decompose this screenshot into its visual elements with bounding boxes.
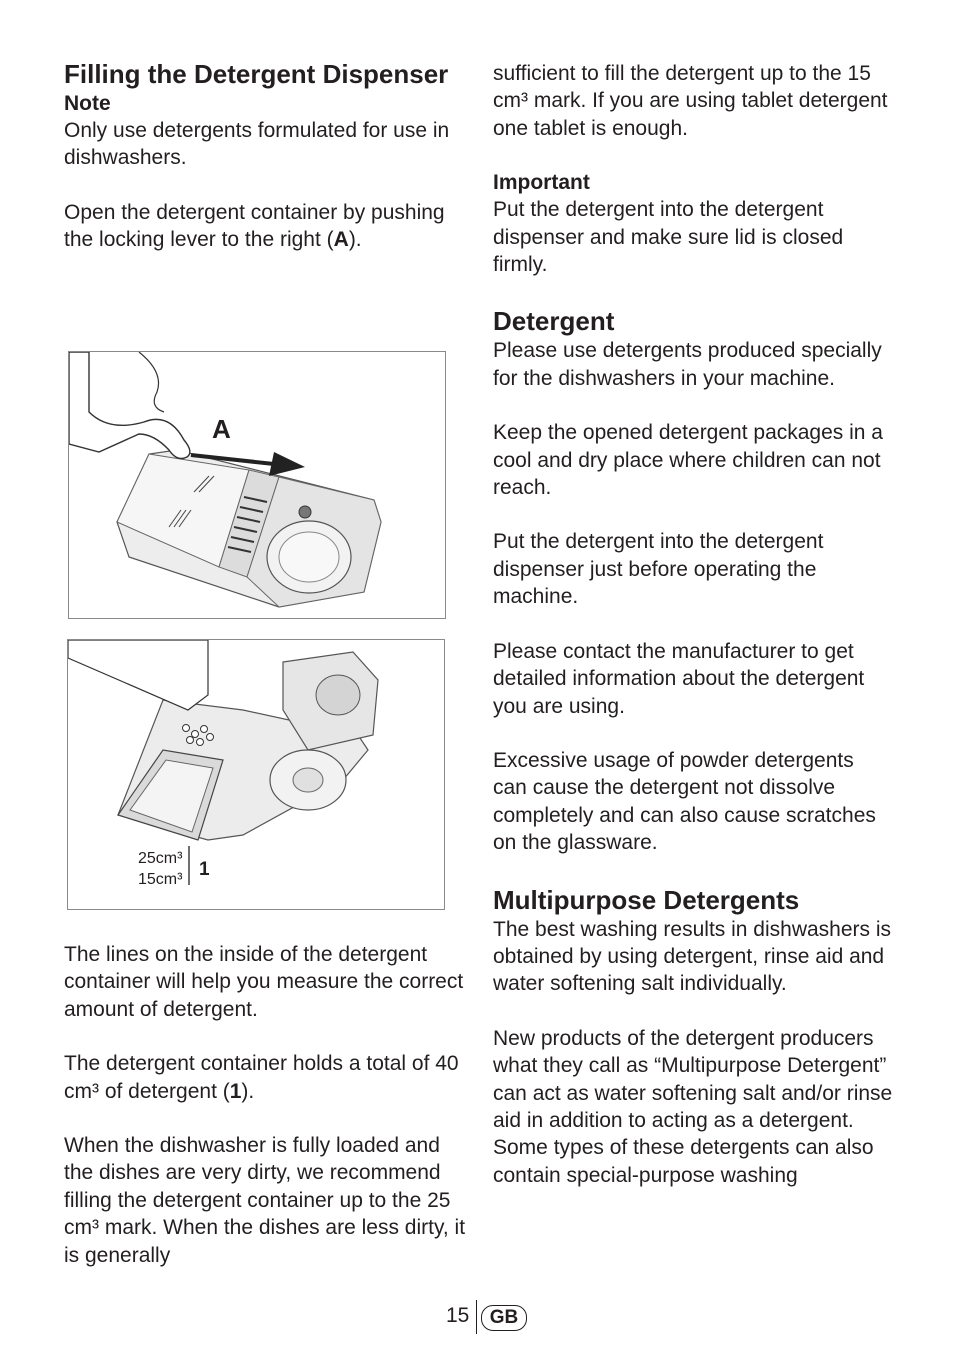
detergent-paragraph-2: Keep the opened detergent packages in a cool and dry place where children can not reach.	[493, 421, 883, 500]
multi-paragraph-2: New products of the detergent producers what they call as “Multipurpose Detergent” can act as water softening salt and/or rinse aid in addition to acting as a detergent. Some types of these detergents can also contain special-purpose washing	[493, 1026, 893, 1187]
holds-paragraph: The detergent container holds a total of 40 cm³ of detergent (1).	[64, 1052, 459, 1103]
open-instruction: Open the detergent container by pushing the locking lever to the right (A).	[64, 200, 445, 252]
detergent-paragraph-4: Please contact the manufacturer to get detailed information about the detergent you are using.	[493, 639, 865, 718]
right-column	[493, 60, 893, 1189]
detergent-paragraph-3: Put the detergent into the detergent dispenser just before operating the machine.	[493, 530, 824, 609]
note-text: Only use detergents formulated for use in dishwashers.	[64, 119, 450, 170]
section-title-filling: Filling the Detergent Dispenser	[64, 59, 449, 89]
figure-dispenser-fill	[67, 639, 445, 910]
page-number: 15	[446, 1304, 470, 1327]
mark-15cm3: 15cm³	[138, 871, 183, 888]
detergent-paragraph-1: Please use detergents produced specially for the dishwashers in your machine.	[493, 339, 882, 390]
left-column	[64, 58, 466, 254]
note-label: Note	[64, 92, 111, 115]
multi-paragraph-1: The best washing results in dishwashers is obtained by using detergent, rinse aid and water softening salt individually.	[493, 917, 892, 996]
mark-25cm3: 25cm³	[138, 850, 183, 867]
important-text: Put the detergent into the detergent dispenser and make sure lid is closed firmly.	[493, 198, 844, 277]
section-title-multipurpose: Multipurpose Detergents	[493, 884, 800, 915]
detergent-paragraph-5: Excessive usage of powder detergents can cause the detergent not dissolve completely and can also cause scratches on the glassware.	[493, 748, 876, 855]
lines-paragraph: The lines on the inside of the detergent container will help you measure the correct amount of detergent.	[64, 943, 464, 1021]
loaded-paragraph: When the dishwasher is fully loaded and the dishes are very dirty, we recommend filling the detergent container up to the 25 cm³ mark. When the dishes are less dirty, it is generally	[64, 1134, 466, 1267]
section-title-detergent: Detergent	[493, 306, 615, 337]
page-footer	[0, 1298, 954, 1338]
left-column-bottom	[64, 941, 466, 1269]
figure1-label-a: A	[212, 414, 231, 444]
continued-paragraph: sufficient to fill the detergent up to the 15 cm³ mark. If you are using tablet detergent one tablet is enough.	[493, 62, 888, 140]
figure-dispenser-open	[68, 351, 446, 619]
important-label: Important	[493, 171, 590, 195]
language-badge: GB	[481, 1305, 527, 1331]
footer-divider	[476, 1300, 477, 1334]
figure2-label-1: 1	[199, 859, 210, 880]
